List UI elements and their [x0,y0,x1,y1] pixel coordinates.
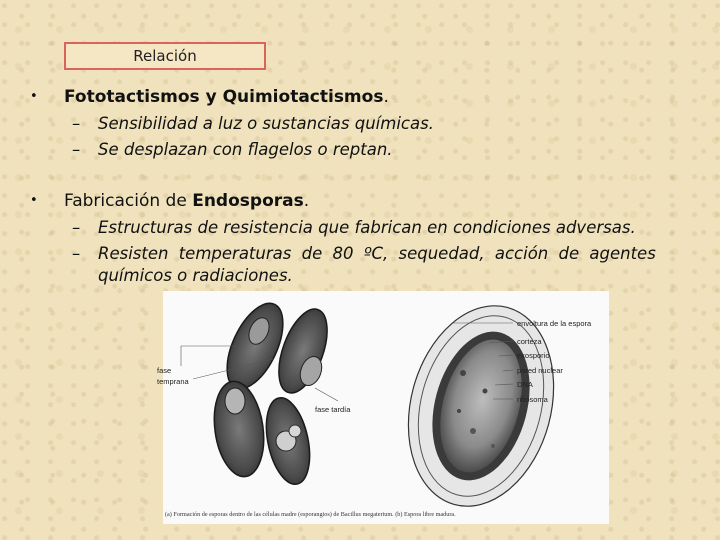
bullet-1-suffix: . [383,87,389,107]
bullet-2-sub-1: – Estructuras de resistencia que fabrican en condiciones adversas. [72,218,636,237]
figure-caption: (a) Formación de esporas dentro de las células madre (esporangios) de Bacillus megaterium. (b) Espora libre madura. [165,511,456,518]
bullet-2-bold: Endosporas [192,191,304,211]
left-cell-3 [209,378,270,480]
left-cell-4 [259,394,316,488]
label-fase-tardia: fase tardía [315,405,351,414]
bullet-1-sub-1: – Sensibilidad a luz o sustancias químicas. [72,114,434,133]
bullet-2-prefix: Fabricación de [64,191,193,211]
label-envoltura: envoltura de la espora [517,319,592,328]
bullet-2-sub-2: – Resisten temperaturas de 80 ºC, sequedad, acción de agentes [72,244,656,263]
label-dna: DNA [517,380,533,389]
bullet-1-sub-2: – Se desplazan con flagelos o reptan. [72,140,393,159]
label-corteza: corteza [517,337,542,346]
label-pared-nuclear: pared nuclear [517,366,563,375]
bullet-1-heading: Fototactismos y Quimiotactismos [64,87,384,107]
label-exosporio: exosporio [517,351,550,360]
label-fase: fase [157,366,172,375]
bullet-2-suffix: . [303,191,310,211]
label-ribosoma: ribosoma [517,395,548,404]
bullet-dot-icon: • [30,193,38,208]
endospore-micrograph [157,291,609,524]
label-temprana: temprana [157,377,189,386]
bullet-dot-icon: • [30,89,38,104]
bullet-2-sub-2-cont: químicos o radiaciones. [98,266,293,285]
slide-title: Relación [64,42,266,70]
